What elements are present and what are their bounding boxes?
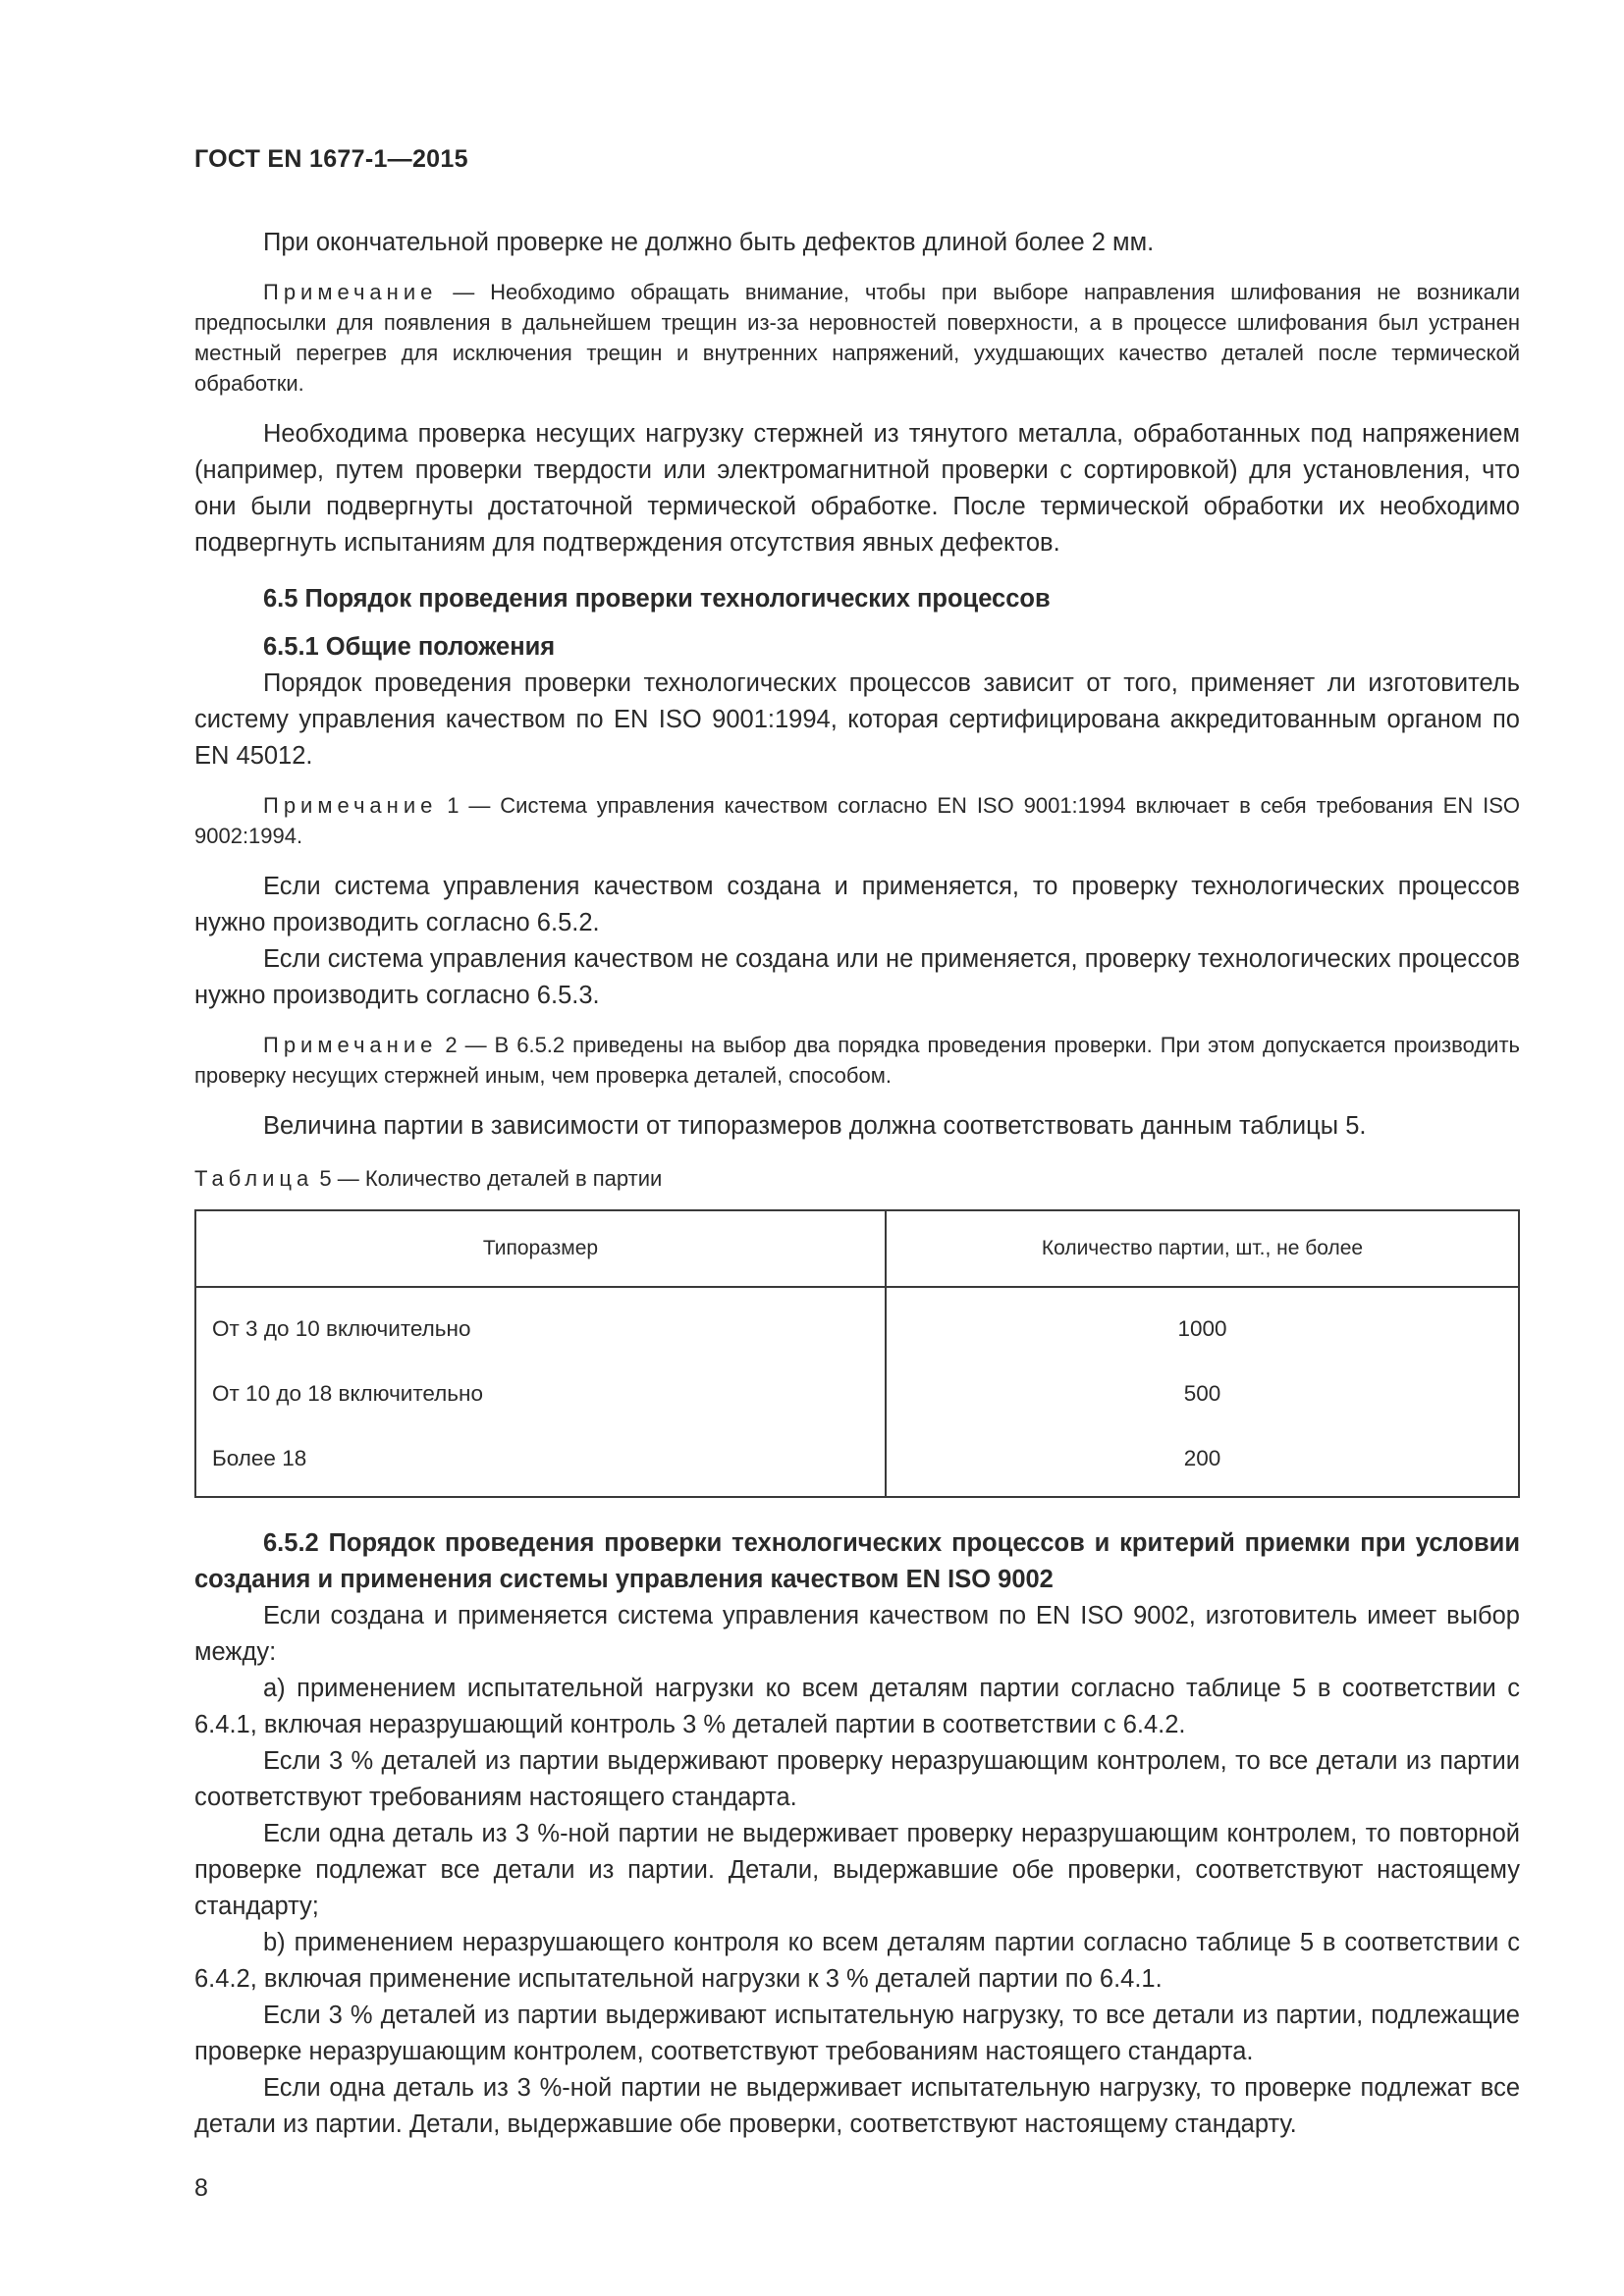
table-cell-size: От 10 до 18 включительно — [195, 1362, 886, 1426]
paragraph-option-a-pass: Если 3 % деталей из партии выдерживают проверку неразрушающим контролем, то все детали из партии соответствуют требованиям настоящего стандарта. — [194, 1747, 1520, 1811]
note-text: 2 — В 6.5.2 приведены на выбор два порядка проведения проверки. При этом допускается производить проверку несущих стержней иным, чем проверка деталей, способом. — [194, 1033, 1520, 1088]
batch-size-table — [194, 1209, 1520, 1498]
table-caption — [194, 1164, 1520, 1194]
paragraph-choice: Если создана и применяется система управления качеством по EN ISO 9002, изготовитель имеет выбор между: — [194, 1602, 1520, 1666]
note-grinding — [194, 277, 1520, 399]
section-heading-6-5: 6.5 Порядок проведения проверки технологических процессов — [263, 585, 1051, 613]
paragraph-option-a-fail: Если одна деталь из 3 %-ной партии не выдерживает проверку неразрушающим контролем, то повторной проверке подлежат все детали из партии. Детали, выдержавшие обе проверки, соответствуют настоящему стандарту; — [194, 1820, 1520, 1920]
note-label: Примечание — [263, 280, 438, 304]
note-text: 1 — Система управления качеством согласно EN ISO 9001:1994 включает в себя требования EN ISO 9002:1994. — [194, 793, 1520, 848]
table-cell-quantity: 1000 — [886, 1287, 1519, 1362]
paragraph-option-b-fail: Если одна деталь из 3 %-ной партии не выдерживает испытательную нагрузку, то проверке подлежат все детали из партии. Детали, выдержавшие обе проверки, соответствуют настоящему стандарту. — [194, 2074, 1520, 2138]
paragraph-option-a: а) применением испытательной нагрузки ко всем деталям партии согласно таблице 5 в соответствии с 6.4.1, включая неразрушающий контроль 3 % деталей партии в соответствии с 6.4.2. — [194, 1675, 1520, 1738]
page-number: 8 — [194, 2174, 208, 2202]
table-caption-text: 5 — Количество деталей в партии — [313, 1166, 663, 1191]
table-cell-quantity: 500 — [886, 1362, 1519, 1426]
table-cell-size: От 3 до 10 включительно — [195, 1287, 886, 1362]
note-label: Примечание — [263, 1033, 438, 1057]
note-1 — [194, 790, 1520, 851]
page-content — [194, 145, 1520, 2143]
document-header: ГОСТ EN 1677-1—2015 — [194, 145, 468, 173]
paragraph-qms-created: Если система управления качеством создана и применяется, то проверку технологических процессов нужно производить согласно 6.5.2. — [194, 873, 1520, 936]
note-text: — Необходимо обращать внимание, чтобы при выборе направления шлифования не возникали предпосылки для появления в дальнейшем трещин из-за неровностей поверхности, а в процессе шлифования был устранен местный перегрев для исключения трещин и внутренних напряжений, ухудшающих качество деталей после термической обработки. — [194, 280, 1520, 396]
column-header-quantity: Количество партии, шт., не более — [886, 1210, 1519, 1287]
table-row — [195, 1362, 1519, 1426]
section-heading-6-5-1: 6.5.1 Общие положения — [263, 633, 556, 661]
note-2 — [194, 1030, 1520, 1091]
table-header-row — [195, 1210, 1519, 1287]
table-cell-quantity: 200 — [886, 1426, 1519, 1497]
table-caption-label: Таблица — [194, 1166, 314, 1191]
paragraph-batch-size: Величина партии в зависимости от типоразмеров должна соответствовать данным таблицы 5. — [263, 1112, 1367, 1140]
paragraph-procedure: Порядок проведения проверки технологических процессов зависит от того, применяет ли изготовитель систему управления качеством по EN ISO 9001:1994, которая сертифицирована аккредитованным органом по EN 45012. — [194, 669, 1520, 770]
table-row — [195, 1287, 1519, 1362]
table-cell-size: Более 18 — [195, 1426, 886, 1497]
paragraph-qms-not-created: Если система управления качеством не создана или не применяется, проверку технологических процессов нужно производить согласно 6.5.3. — [194, 945, 1520, 1009]
column-header-size: Типоразмер — [195, 1210, 886, 1287]
paragraph-defects: При окончательной проверке не должно быть дефектов длиной более 2 мм. — [263, 229, 1155, 256]
paragraph-option-b-pass: Если 3 % деталей из партии выдерживают испытательную нагрузку, то все детали из партии, подлежащие проверке неразрушающим контролем, соответствуют требованиям настоящего стандарта. — [194, 2002, 1520, 2065]
paragraph-rods-check: Необходима проверка несущих нагрузку стержней из тянутого металла, обработанных под напряжением (например, путем проверки твердости или электромагнитной проверки с сортировкой) для установления, что они были подвергнуты достаточной термической обработке. После термической обработки их необходимо подвергнуть испытаниям для подтверждения отсутствия явных дефектов. — [194, 420, 1520, 557]
note-label: Примечание — [263, 793, 438, 818]
table-row — [195, 1426, 1519, 1497]
section-heading-6-5-2: 6.5.2 Порядок проведения проверки технологических процессов и критерий приемки при условии создания и применения системы управления качеством EN ISO 9002 — [194, 1529, 1520, 1593]
paragraph-option-b: b) применением неразрушающего контроля ко всем деталям партии согласно таблице 5 в соответствии с 6.4.2, включая применение испытательной нагрузки к 3 % деталей партии по 6.4.1. — [194, 1929, 1520, 1993]
